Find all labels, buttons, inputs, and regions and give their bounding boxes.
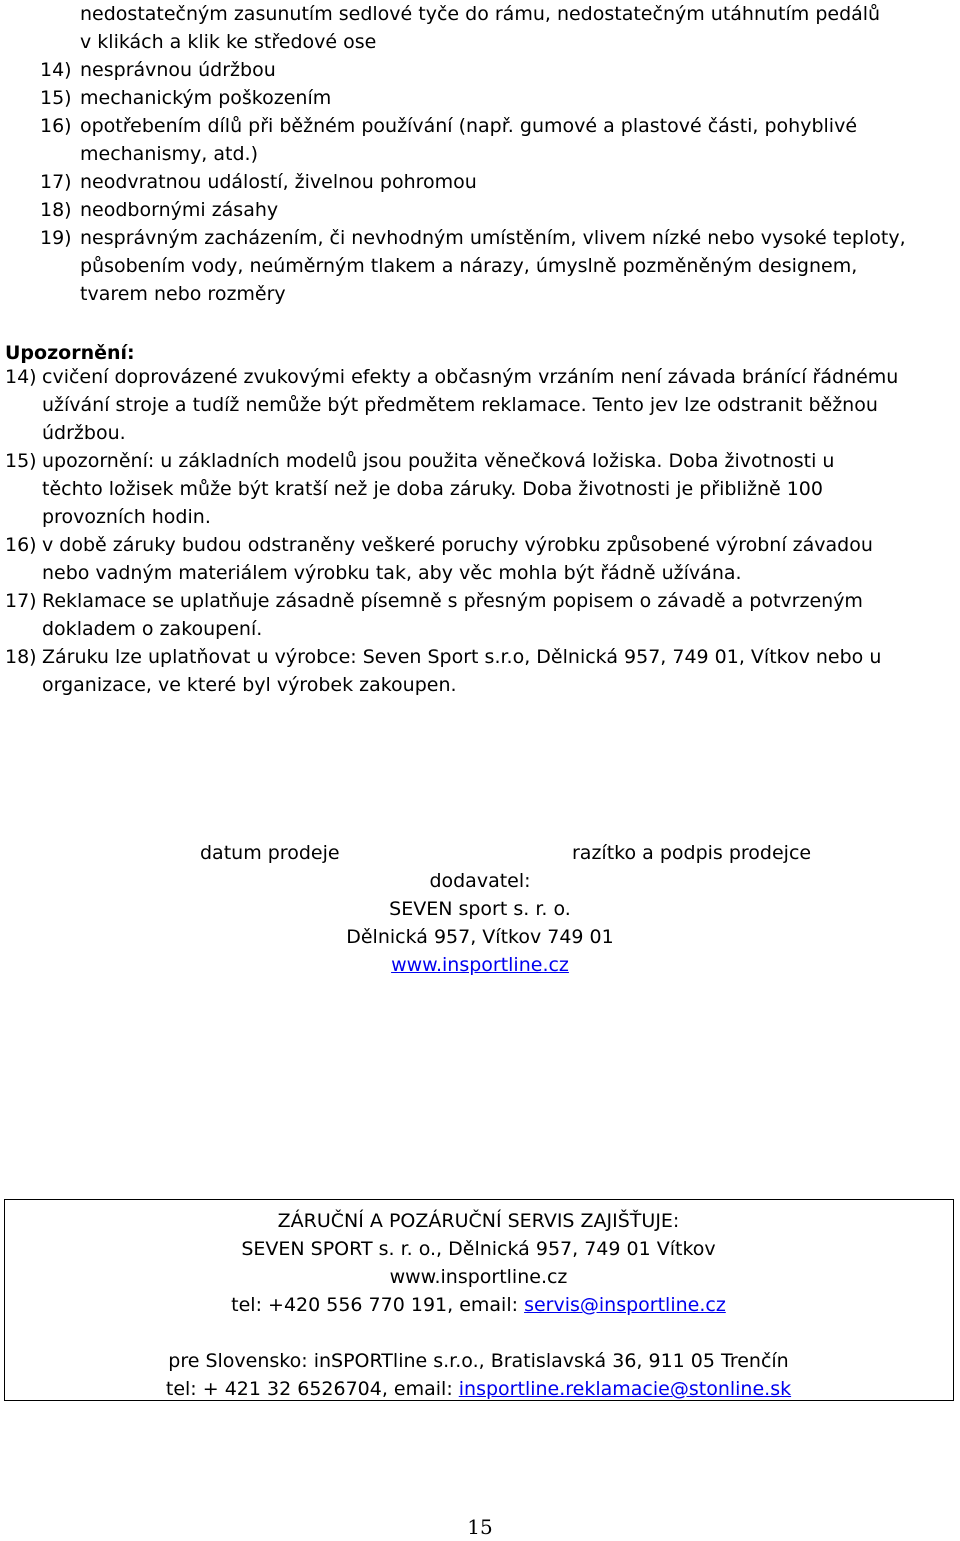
- list-item: [5, 587, 955, 643]
- list-item-text: mechanickým poškozením: [80, 87, 332, 109]
- list-item-number: 14): [40, 59, 72, 81]
- list-item-text: organizace, ve které byl výrobek zakoupen.: [42, 674, 457, 696]
- list-item: [5, 447, 955, 531]
- list-item-text: dokladem o zakoupení.: [42, 618, 263, 640]
- service-web: www.insportline.cz: [389, 1266, 568, 1288]
- list-item-number: 18): [5, 646, 37, 668]
- supplier-address: Dělnická 957, Vítkov 749 01: [346, 926, 614, 948]
- service-tel: tel: +420 556 770 191, email:: [231, 1294, 525, 1316]
- list-item-number: 18): [40, 199, 72, 221]
- list-item-text: užívání stroje a tudíž nemůže být předmětem reklamace. Tento jev lze odstranit běžnou: [42, 394, 878, 416]
- list-item: [40, 56, 955, 84]
- list-item: [5, 531, 955, 587]
- list-item-continuation: [40, 0, 955, 28]
- list-item-number: 15): [40, 87, 72, 109]
- list-item-number: 19): [40, 227, 72, 249]
- list-item-number: 16): [40, 115, 72, 137]
- list-item-text: neodvratnou událostí, živelnou pohromou: [80, 171, 477, 193]
- list-item-text: údržbou.: [42, 422, 126, 444]
- defect-exclusions-list: [40, 0, 955, 308]
- sale-date-label: datum prodeje: [200, 842, 340, 864]
- list-item-text: v době záruky budou odstraněny veškeré poruchy výrobku způsobené výrobní závadou: [42, 534, 873, 556]
- page-number: 15: [467, 1515, 493, 1539]
- list-item-number: 16): [5, 534, 37, 556]
- list-item: [40, 196, 955, 224]
- supplier-name: SEVEN sport s. r. o.: [389, 898, 571, 920]
- supplier-web-link[interactable]: www.insportline.cz: [391, 954, 569, 976]
- list-item-text: neodbornými zásahy: [80, 199, 279, 221]
- list-item-text: tvarem nebo rozměry: [80, 283, 286, 305]
- warning-heading: Upozornění:: [5, 342, 135, 364]
- list-item: [40, 224, 955, 308]
- list-item: [5, 363, 955, 447]
- service-sk-tel: tel: + 421 32 6526704, email:: [165, 1378, 459, 1400]
- list-item-text: nebo vadným materiálem výrobku tak, aby věc mohla být řádně užívána.: [42, 562, 742, 584]
- list-item-text: nedostatečným zasunutím sedlové tyče do rámu, nedostatečným utáhnutím pedálů: [80, 3, 881, 25]
- list-item-text: v klikách a klik ke středové ose: [80, 31, 377, 53]
- service-sk-line: pre Slovensko: inSPORTline s.r.o., Bratislavská 36, 911 05 Trenčín: [168, 1350, 789, 1372]
- warning-list: [5, 363, 955, 699]
- supplier-web-row: [0, 951, 960, 979]
- service-sk-contact-row: [5, 1375, 952, 1403]
- list-item: [5, 643, 955, 699]
- list-item-text: opotřebením dílů při běžném používání (např. gumové a plastové části, pohyblivé: [80, 115, 858, 137]
- list-item-text: nesprávným zacházením, či nevhodným umístěním, vlivem nízké nebo vysoké teploty,: [80, 227, 906, 249]
- list-item-continuation: [40, 28, 955, 56]
- list-item-text: těchto ložisek může být kratší než je doba záruky. Doba životnosti je přibližně 100: [42, 478, 823, 500]
- list-item-number: 17): [40, 171, 72, 193]
- list-item: [40, 168, 955, 196]
- service-company: SEVEN SPORT s. r. o., Dělnická 957, 749 01 Vítkov: [241, 1238, 716, 1260]
- list-item-text: působením vody, neúměrným tlakem a nárazy, úmyslně pozměněným designem,: [80, 255, 858, 277]
- service-title: ZÁRUČNÍ A POZÁRUČNÍ SERVIS ZAJIŠŤUJE:: [277, 1210, 680, 1232]
- stamp-signature-label: razítko a podpis prodejce: [572, 842, 812, 864]
- list-item-number: 14): [5, 366, 37, 388]
- list-item: [40, 112, 955, 168]
- supplier-label: dodavatel:: [429, 870, 531, 892]
- list-item-text: provozních hodin.: [42, 506, 211, 528]
- list-item-text: upozornění: u základních modelů jsou použita věnečková ložiska. Doba životnosti u: [42, 450, 835, 472]
- list-item-text: nesprávnou údržbou: [80, 59, 276, 81]
- list-item-number: 17): [5, 590, 37, 612]
- service-sk-email-link[interactable]: insportline.reklamacie@stonline.sk: [458, 1378, 792, 1400]
- service-email-link[interactable]: servis@insportline.cz: [524, 1294, 726, 1316]
- list-item: [40, 84, 955, 112]
- service-info-box: [4, 1199, 954, 1401]
- list-item-text: mechanismy, atd.): [80, 143, 258, 165]
- list-item-text: cvičení doprovázené zvukovými efekty a občasným vrzáním není závada bránící řádnému: [42, 366, 899, 388]
- list-item-text: Reklamace se uplatňuje zásadně písemně s přesným popisem o závadě a potvrzeným: [42, 590, 863, 612]
- service-contact-row: [5, 1291, 952, 1319]
- list-item-number: 15): [5, 450, 37, 472]
- list-item-text: Záruku lze uplatňovat u výrobce: Seven Sport s.r.o, Dělnická 957, 749 01, Vítkov nebo u: [42, 646, 882, 668]
